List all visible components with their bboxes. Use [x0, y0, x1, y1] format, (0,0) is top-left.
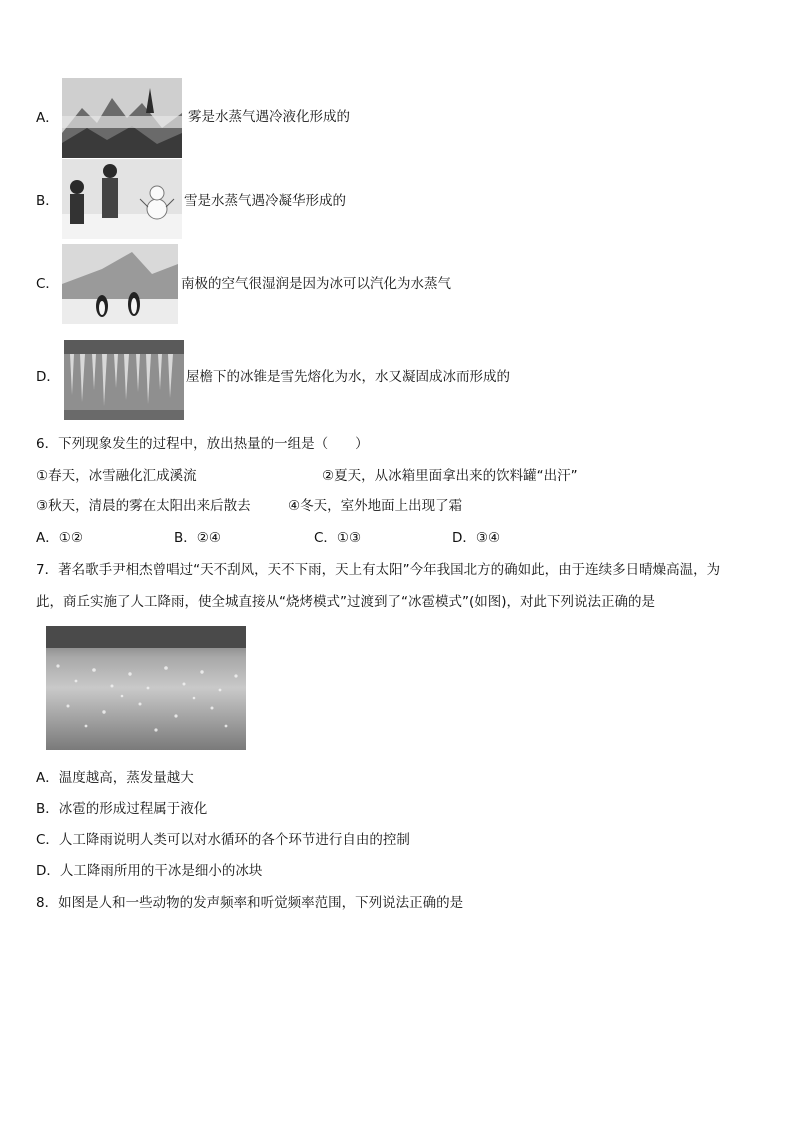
- snowman-children-photo: [62, 159, 182, 239]
- question-6-choice-b: B．②④: [174, 530, 221, 546]
- question-7-option-b: B．冰雹的形成过程属于液化: [36, 801, 208, 817]
- question-7-option-a: A．温度越高，蒸发量越大: [36, 770, 194, 786]
- question-6-item-2: ②夏天，从冰箱里面拿出来的饮料罐“出汗”: [322, 468, 578, 484]
- question-7-option-d: D．人工降雨所用的干冰是细小的冰块: [36, 863, 263, 879]
- question-6-item-3: ③秋天，清晨的雾在太阳出来后散去: [36, 498, 251, 514]
- icicles-eaves-photo: [64, 340, 184, 420]
- option-d-letter: D．: [36, 369, 60, 385]
- question-6-choice-a: A．①②: [36, 530, 83, 546]
- question-6-item-4: ④冬天，室外地面上出现了霜: [288, 498, 463, 514]
- question-6-stem: 6．下列现象发生的过程中，放出热量的一组是（ ）: [36, 436, 369, 452]
- option-a-text: 雾是水蒸气遇冷液化形成的: [188, 109, 350, 125]
- option-a-letter: A．: [36, 110, 59, 126]
- question-7-option-c: C．人工降雨说明人类可以对水循环的各个环节进行自由的控制: [36, 832, 410, 848]
- option-b-text: 雪是水蒸气遇冷凝华形成的: [184, 193, 346, 209]
- fog-mountain-photo: [62, 78, 182, 158]
- question-7-stem-line-1: 7．著名歌手尹相杰曾唱过“天不刮风，天不下雨，天上有太阳”今年我国北方的确如此，由于连续多日晴燥高温，为: [36, 562, 721, 578]
- antarctic-penguins-photo: [62, 244, 178, 324]
- question-7-stem-line-2: 此，商丘实施了人工降雨，使全城直接从“烧烤模式”过渡到了“冰雹模式”(如图)，对此下列说法正确的是: [36, 594, 656, 610]
- option-d-text: 屋檐下的冰锥是雪先熔化为水，水又凝固成冰而形成的: [186, 369, 510, 385]
- question-8-stem: 8．如图是人和一些动物的发声频率和听觉频率范围，下列说法正确的是: [36, 895, 464, 911]
- option-c-text: 南极的空气很湿润是因为冰可以汽化为水蒸气: [181, 276, 451, 292]
- question-6-choice-c: C．①③: [314, 530, 362, 546]
- question-6-item-1: ①春天，冰雪融化汇成溪流: [36, 468, 197, 484]
- option-c-letter: C．: [36, 276, 59, 292]
- option-b-letter: B．: [36, 193, 59, 209]
- hail-ground-photo: [46, 626, 246, 750]
- question-6-choice-d: D．③④: [452, 530, 501, 546]
